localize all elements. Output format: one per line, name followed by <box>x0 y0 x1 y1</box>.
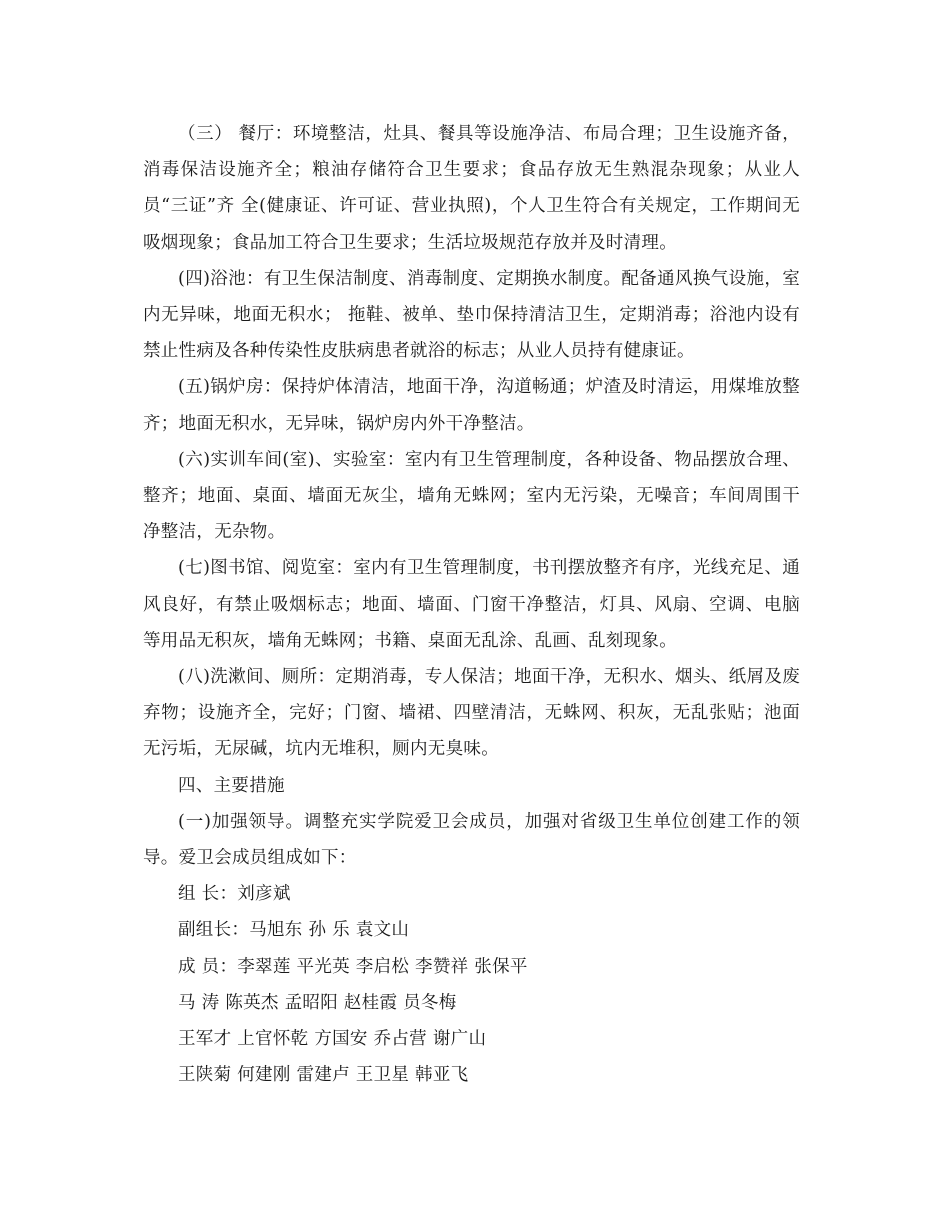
paragraph-strengthen-leadership: (一)加强领导。调整充实学院爱卫会成员，加强对省级卫生单位创建工作的领导。爱卫会成员组成如下： <box>143 811 800 869</box>
member-line-members-cont-1: 马 涛 陈英杰 孟昭阳 赵桂霞 员冬梅 <box>178 992 457 1013</box>
paragraph-library: (七)图书馆、阅览室：室内有卫生管理制度，书刊摆放整齐有序，光线充足、通风良好，有禁止吸烟标志；地面、墙面、门窗干净整洁，灯具、风扇、空调、电脑等用品无积灰，墙角无蛛网；书籍、桌面无乱涂、乱画、乱刻现象。 <box>143 558 800 651</box>
member-line-members-cont-3: 王陕菊 何建刚 雷建卢 王卫星 韩亚飞 <box>178 1065 469 1086</box>
paragraph-bathhouse: (四)浴池：有卫生保洁制度、消毒制度、定期换水制度。配备通风换气设施，室内无异味，地面无积水； 拖鞋、被单、垫巾保持清洁卫生，定期消毒；浴池内设有禁止性病及各种传染性皮肤病患者就浴的标志；从业人员持有健康证。 <box>143 268 800 362</box>
member-line-leader: 组 长：刘彦斌 <box>178 884 291 905</box>
paragraph-training-workshop: (六)实训车间(室)、实验室：室内有卫生管理制度，各种设备、物品摆放合理、整齐；地面、桌面、墙面无灰尘，墙角无蛛网；室内无污染，无噪音；车间周围干净整洁，无杂物。 <box>143 449 800 543</box>
paragraph-washroom: (八)洗漱间、厕所：定期消毒，专人保洁；地面干净，无积水、烟头、纸屑及废弃物；设施齐全，完好；门窗、墙裙、四壁清洁，无蛛网、积灰，无乱张贴；池面无污垢，无尿碱，坑内无堆积，厕内无臭味。 <box>143 667 800 760</box>
member-line-members-cont-2: 王军才 上官怀乾 方国安 乔占营 谢广山 <box>178 1029 487 1050</box>
paragraph-canteen: （三） 餐厅：环境整洁，灶具、餐具等设施净洁、布局合理；卫生设施齐备，消毒保洁设施齐全；粮油存储符合卫生要求；食品存放无生熟混杂现象；从业人员“三证”齐 全(健康证、许可证、营业执照)，个人卫生符合有关规定，工作期间无吸烟现象；食品加工符合卫生要求；生活垃圾规范存放并及时清理。 <box>143 124 800 253</box>
member-line-deputy-leaders: 副组长：马旭东 孙 乐 袁文山 <box>178 920 410 941</box>
section-heading-main-measures: 四、主要措施 <box>178 775 285 796</box>
committee-member-list <box>143 876 800 1093</box>
member-line-members: 成 员：李翠莲 平光英 李启松 李赞祥 张保平 <box>178 956 528 977</box>
paragraph-boiler-room: (五)锅炉房：保持炉体清洁，地面干净，沟道畅通；炉渣及时清运，用煤堆放整齐；地面无积水，无异味，锅炉房内外干净整洁。 <box>143 377 800 434</box>
